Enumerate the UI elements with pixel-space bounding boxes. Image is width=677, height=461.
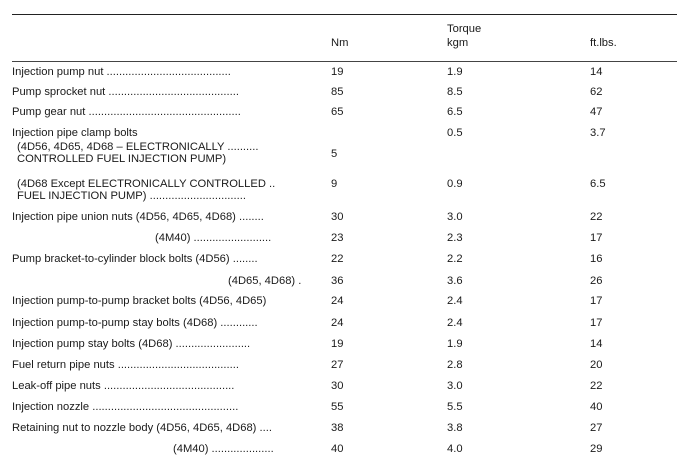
item-description: Injection pump nut ........................................	[12, 66, 231, 78]
value-nm: 40	[331, 443, 344, 455]
value-ftlbs: 27	[590, 422, 603, 434]
header-kgm: kgm	[447, 37, 469, 49]
value-ftlbs: 40	[590, 401, 603, 413]
value-kgm: 5.5	[447, 401, 463, 413]
value-kgm: 6.5	[447, 106, 463, 118]
item-description: Injection nozzle ...............................................	[12, 401, 239, 413]
value-nm: 27	[331, 359, 344, 371]
value-ftlbs: 22	[590, 211, 603, 223]
value-kgm: 3.6	[447, 275, 463, 287]
item-description: Injection pipe union nuts (4D56, 4D65, 4D68) ........	[12, 211, 264, 223]
value-nm: 30	[331, 380, 344, 392]
value-ftlbs: 17	[590, 295, 603, 307]
item-description: Injection pipe clamp bolts	[12, 127, 138, 139]
value-kgm: 0.9	[447, 178, 463, 190]
item-description: (4D68 Except ELECTRONICALLY CONTROLLED ..	[17, 178, 276, 190]
value-ftlbs: 20	[590, 359, 603, 371]
value-kgm: 8.5	[447, 86, 463, 98]
header-ftlbs: ft.lbs.	[590, 37, 617, 49]
value-ftlbs: 22	[590, 380, 603, 392]
value-nm: 5	[331, 148, 338, 160]
value-kgm: 4.0	[447, 443, 463, 455]
value-kgm: 3.0	[447, 380, 463, 392]
item-description: Pump gear nut .................................................	[12, 106, 241, 118]
value-ftlbs: 6.5	[590, 178, 606, 190]
item-description: Injection pump stay bolts (4D68) ........................	[12, 338, 251, 350]
item-description: CONTROLLED FUEL INJECTION PUMP)	[17, 153, 227, 165]
value-nm: 9	[331, 178, 338, 190]
item-description: Injection pump-to-pump bracket bolts (4D56, 4D65)	[12, 295, 267, 307]
value-ftlbs: 47	[590, 106, 603, 118]
value-kgm: 2.4	[447, 317, 463, 329]
value-nm: 22	[331, 253, 344, 265]
value-nm: 55	[331, 401, 344, 413]
value-kgm: 0.5	[447, 127, 463, 139]
value-ftlbs: 26	[590, 275, 603, 287]
value-ftlbs: 17	[590, 232, 603, 244]
value-nm: 38	[331, 422, 344, 434]
value-ftlbs: 3.7	[590, 127, 606, 139]
value-ftlbs: 62	[590, 86, 603, 98]
header-nm: Nm	[331, 37, 349, 49]
item-description: Injection pump-to-pump stay bolts (4D68) ............	[12, 317, 258, 329]
value-nm: 24	[331, 317, 344, 329]
value-ftlbs: 14	[590, 338, 603, 350]
value-nm: 19	[331, 338, 344, 350]
header-torque: Torque	[447, 23, 482, 35]
value-ftlbs: 16	[590, 253, 603, 265]
value-nm: 19	[331, 66, 344, 78]
item-description: Retaining nut to nozzle body (4D56, 4D65, 4D68) ....	[12, 422, 272, 434]
value-kgm: 1.9	[447, 66, 463, 78]
item-description: Leak-off pipe nuts ..........................................	[12, 380, 235, 392]
value-nm: 23	[331, 232, 344, 244]
value-ftlbs: 14	[590, 66, 603, 78]
value-kgm: 1.9	[447, 338, 463, 350]
value-kgm: 3.8	[447, 422, 463, 434]
item-description: Pump sprocket nut ..........................................	[12, 86, 239, 98]
value-ftlbs: 17	[590, 317, 603, 329]
value-nm: 85	[331, 86, 344, 98]
value-nm: 24	[331, 295, 344, 307]
item-description: (4D65, 4D68) .	[228, 275, 302, 287]
value-kgm: 2.8	[447, 359, 463, 371]
value-kgm: 2.3	[447, 232, 463, 244]
value-kgm: 3.0	[447, 211, 463, 223]
value-kgm: 2.2	[447, 253, 463, 265]
value-kgm: 2.4	[447, 295, 463, 307]
item-description: Fuel return pipe nuts .......................................	[12, 359, 239, 371]
value-nm: 30	[331, 211, 344, 223]
item-description: (4M40) .........................	[155, 232, 272, 244]
value-nm: 36	[331, 275, 344, 287]
value-nm: 65	[331, 106, 344, 118]
item-description: (4M40) ....................	[173, 443, 274, 455]
item-description: FUEL INJECTION PUMP) ...............................	[17, 190, 246, 202]
value-ftlbs: 29	[590, 443, 603, 455]
item-description: (4D56, 4D65, 4D68 – ELECTRONICALLY ..........	[17, 141, 259, 153]
item-description: Pump bracket-to-cylinder block bolts (4D56) ........	[12, 253, 258, 265]
